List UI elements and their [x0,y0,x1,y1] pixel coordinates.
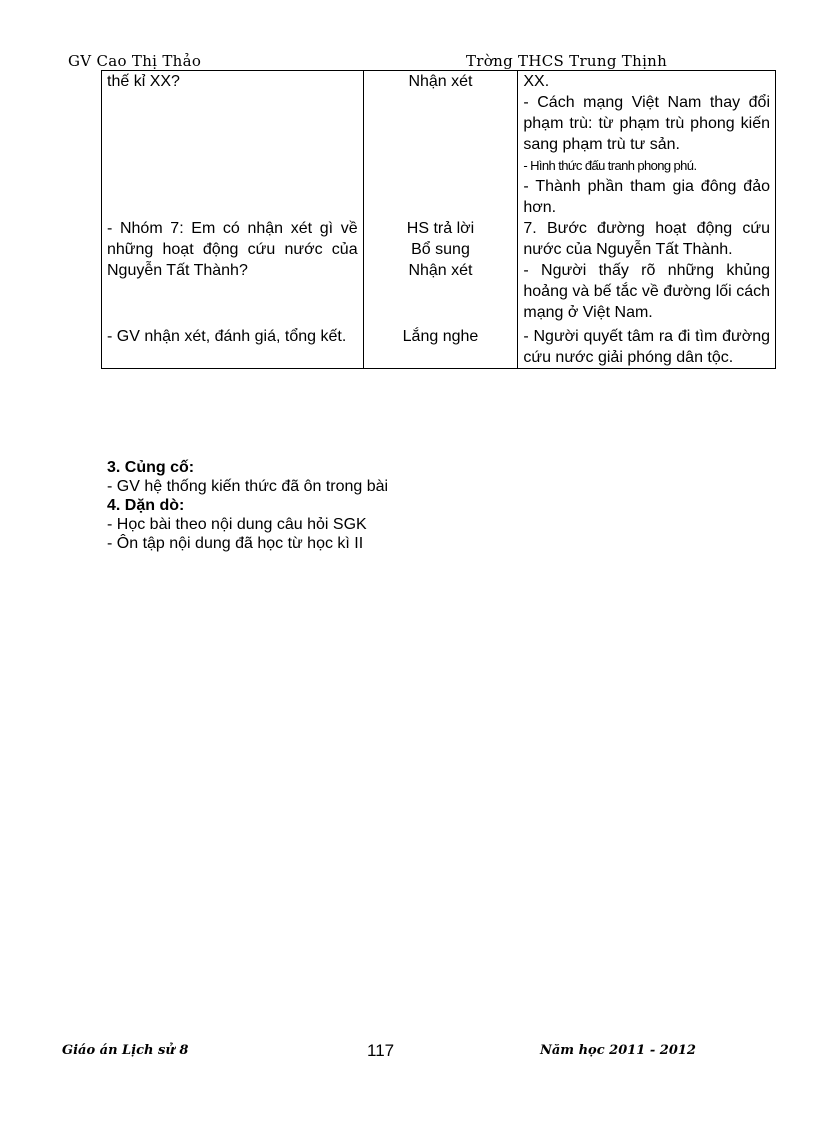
content-text: XX. [523,73,550,90]
activity-cell [363,323,518,369]
question-cell [102,71,364,219]
table-row [102,71,776,219]
activity-text: HS trả lời [406,220,475,237]
footer-school-year: Năm học 2011 - 2012 [540,1043,696,1058]
question-cell [102,218,364,323]
page-number: 117 [367,1041,395,1060]
question-cell [102,323,364,369]
section-item: - Học bài theo nội dung câu hỏi SGK [107,516,367,533]
page-footer [62,1041,722,1065]
school-name: Trờng THCS Trung Thịnh [466,52,668,70]
page-header [68,52,776,72]
content-text: - Hình thức đấu tranh phong phú. [523,158,697,173]
table-row [102,323,776,369]
section-heading: 4. Dặn dò: [107,497,185,514]
content-text: - Người thấy rõ những khủng hoảng và bế tắc về đường lối cách mạng ở Việt Nam. [523,262,770,321]
content-cell [518,71,776,219]
content-text: - Thành phần tham gia đông đảo hơn. [523,178,770,216]
content-text: 7. Bước đường hoạt động cứu nước của Nguyễn Tất Thành. [523,220,770,258]
footer-title: Giáo án Lịch sử 8 [62,1043,189,1058]
content-text: - Người quyết tâm ra đi tìm đường cứu nước giải phóng dân tộc. [523,328,770,366]
teacher-name: GV Cao Thị Thảo [68,52,202,70]
section-heading: 3. Củng cố: [107,459,195,476]
activity-text: Lắng nghe [402,328,479,345]
activity-cell [363,71,518,219]
activity-text: Bổ sung [411,241,470,258]
lesson-table [101,70,776,369]
question-text: - Nhóm 7: Em có nhận xét gì về những hoạt động cứu nước của Nguyễn Tất Thành? [107,220,358,279]
activity-cell [363,218,518,323]
content-cell [518,218,776,323]
content-cell [518,323,776,369]
section-item: - Ôn tập nội dung đã học từ học kì II [107,535,364,552]
section-item: - GV hệ thống kiến thức đã ôn trong bài [107,478,389,495]
lesson-notes [107,458,388,553]
activity-text: Nhận xét [408,262,473,279]
table-row [102,218,776,323]
content-text: - Cách mạng Việt Nam thay đổi phạm trù: từ phạm trù phong kiến sang phạm trù tư sản. [523,94,770,153]
question-text: - GV nhận xét, đánh giá, tổng kết. [107,328,347,345]
activity-text: Nhận xét [408,73,473,90]
question-text: thế kỉ XX? [107,73,180,90]
